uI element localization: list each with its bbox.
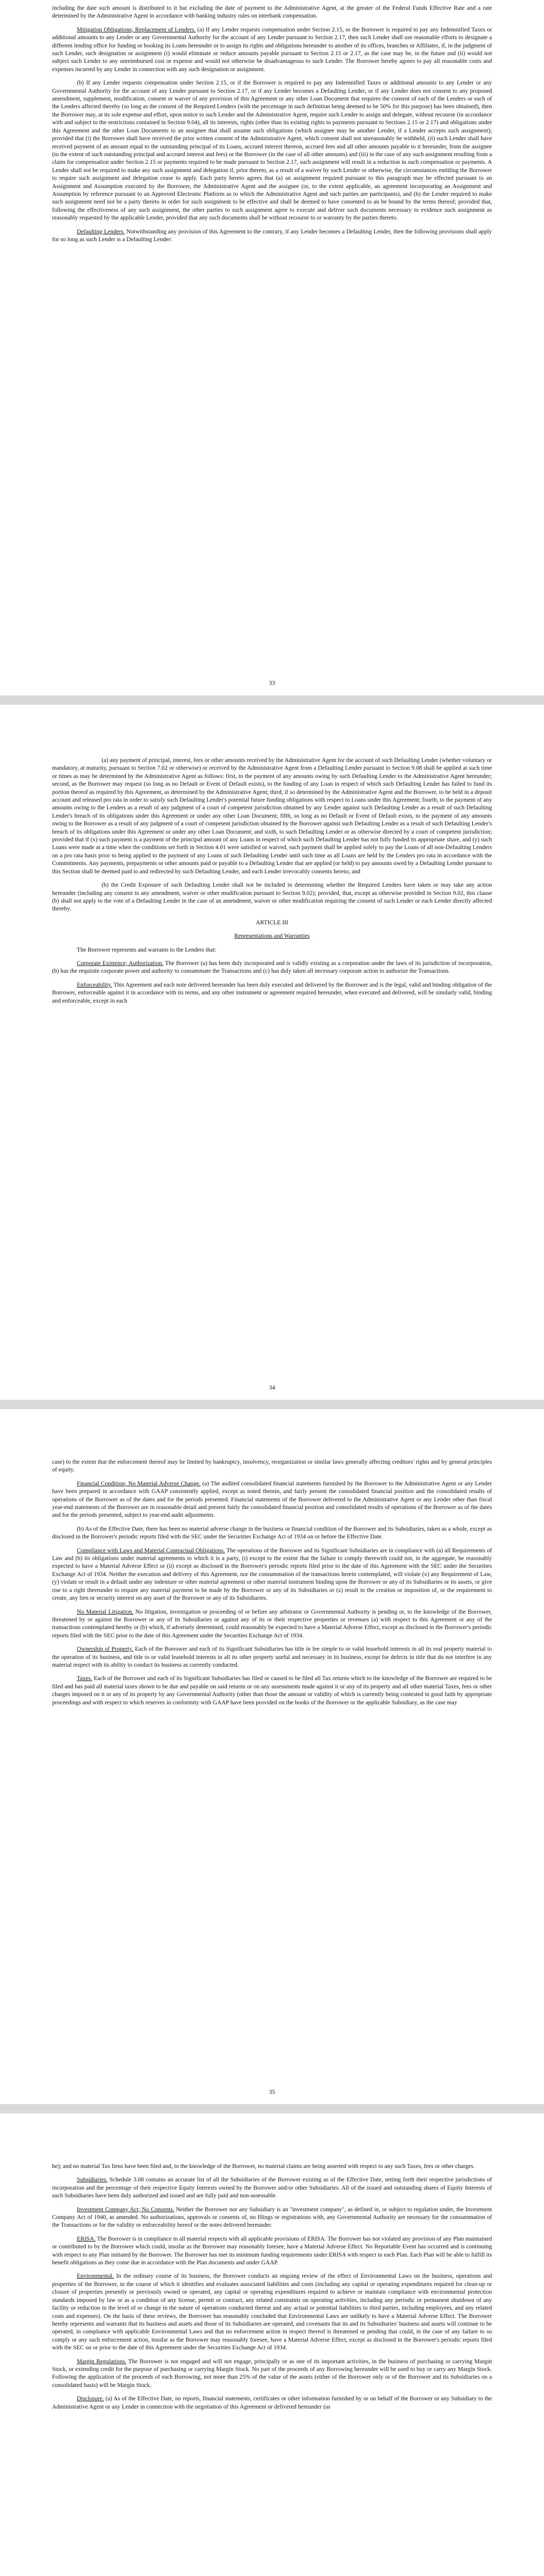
paragraph: [52, 2395, 492, 2411]
section-heading: Taxes.: [77, 1675, 92, 1682]
paragraph: [52, 2176, 492, 2199]
paragraph: be); and no material Tax liens have been filed and, to the knowledge of the Borrower, no material claims are being asserted with respect to any such Taxes, fees or other charges.: [52, 2163, 475, 2170]
document-page-4: [0, 2113, 544, 2576]
paragraph-text: (a) As of the Effective Date, no reports, financial statements, certificates or other information furnished by or on behalf of the Borrower or any Subsidiary to the Administrative Agent or any Lender in connection with the negotiation of this Agreement or delivered hereunder (as: [52, 2395, 492, 2410]
page-4-body: [52, 2162, 492, 2416]
paragraph: including the date such amount is distributed to it but excluding the date of payment to the Administrative Agent, at the greater of the Federal Funds Effective Rate and a rate determined by the Administrative Agent in accordance with banking industry rules on interbank compensation.: [52, 5, 492, 20]
paragraph-text: The Borrower (a) has been duly incorporated and is validly existing as a corporation under the laws of its jurisdiction of incorporation, (b) has the requisite corporate power and authority to consummate the Transactions and (c) has duly taken all necessary corporate action to authorize the Transactions.: [52, 959, 492, 975]
paragraph-text: The operations of the Borrower and its Significant Subsidiaries are in compliance with (a) all Requirements of Law and (b) its obligations under material agreements to which it is a party, (i) except to the extent that the failure to comply therewith could not, in the aggregate, be reasonably expected to have a Material Adverse Effect or (ii) except as disclosed in the Borrower's periodic reports filed prior to the date of this Agreement with the SEC under the Securities Exchange Act of 1934. Neither the execution and delivery of this Agreement, nor the consummation of the transactions herein contemplated, will violate (x) any Requirement of Law, (y) violate or result in a default under any indenture or other material agreement or other material instrument binding upon the Borrower or any of its Subsidiaries or its assets, or give rise to a right thereunder to require any material payment to be made by the Borrower or any of its Subsidiaries or (z) result in the creation or imposition of, or the requirement to create, any lien or security interest on any asset of the Borrower or any of its Subsidiaries.: [52, 1547, 492, 1602]
paragraph-text: Neither the Borrower nor any Subsidiary is an "investment company", as defined in, or subject to regulation under, the Investment Company Act of 1940, as amended. No authorizations, approvals or consents of, no filings or registrations with, any Governmental Authority are necessary for the consummation of the Transactions or for the validity or enforceability hereof or the notes delivered hereunder.: [52, 2206, 492, 2229]
paragraph: [52, 1480, 492, 1519]
page-separator: [0, 2104, 544, 2113]
paragraph-text: No litigation, investigation or proceeding of or before any arbitrator or Governmental Authority is pending or, to the knowledge of the Borrower, threatened by or against the Borrower or any of its Subsidiaries or against any of its or their respective properties or revenues (a) with respect to this Agreement or any of the transactions contemplated hereby or (b) which, if adversely determined, could reasonably be expected to have a Material Adverse Effect, except as disclosed in the Borrower's periodic reports filed with the SEC prior to the date of this Agreement under the Securities Exchange Act of 1934.: [52, 1608, 492, 1639]
paragraph-text: (a) If any Lender requests compensation under Section 2.15, or the Borrower is required to pay any Indemnified Taxes or additional amounts to any Lender or any Governmental Authority for the account of any Lender pursuant to Section 2.17, then such Lender shall use reasonable efforts to designate a different lending office for funding or booking its Loans hereunder or to assign its rights and obligations hereunder to another of its offices, branches or Affiliates, if, in the judgment of such Lender, such designation or assignment (i) would eliminate or reduce amounts payable pursuant to Section 2.15 or 2.17, as the case may be, in the future and (ii) would not subject such Lender to any unreimbursed cost or expense and would not otherwise be disadvantageous to such Lender. The Borrower hereby agrees to pay all reasonable costs and expenses incurred by any Lender in connection with any such designation or assignment.: [52, 26, 492, 73]
document-page-2: [0, 705, 544, 1400]
page-3-body: [52, 1458, 492, 1712]
article-subtitle: Representations and Warranties: [234, 933, 310, 940]
paragraph: [52, 228, 492, 244]
paragraph: [52, 1608, 492, 1640]
document-page-1: [0, 0, 544, 696]
page-separator: [0, 696, 544, 705]
paragraph: (a) any payment of principal, interest, fees or other amounts received by the Administrative Agent for the account of such Defaulting Lender (whether voluntary or mandatory, at maturity, pursuant to Section 7.02 or otherwise) or received by the Administrative Agent from a Defaulting Lender pursuant to Section 9.08 shall be applied at such time or times as may be determined by the Administrative Agent as follows: first, to the payment of any amounts owing by such Defaulting Lender to the Administrative Agent hereunder; second, as the Borrower may request (so long as no Default or Event of Default exists), to the funding of any Loan in respect of which such Defaulting Lender has failed to fund its portion thereof as required by this Agreement, as determined by the Administrative Agent; third, if so determined by the Administrative Agent and the Borrower, to be held in a deposit account and released pro rata in order to satisfy such Defaulting Lender's potential future funding obligations with respect to Loans under this Agreement; fourth, to the payment of any amounts owing to the Lenders as a result of any judgment of a court of competent jurisdiction obtained by any Lender against such Defaulting Lender as a result of such Defaulting Lender's breach of its obligations under this Agreement or under any other Loan Document; fifth, so long as no Default or Event of Default exists, to the payment of any amounts owing to the Borrower as a result of any judgment of a court of competent jurisdiction obtained by the Borrower against such Defaulting Lender as a result of such Defaulting Lender's breach of its obligations under this Agreement or under any other Loan Document; and sixth, to such Defaulting Lender or as otherwise directed by a court of competent jurisdiction; provided that if (x) such payment is a payment of the principal amount of any Loans in respect of which such Defaulting Lender has not fully funded its appropriate share, and (y) such Loans were made at a time when the conditions set forth in Section 4.01 were satisfied or waived, such payment shall be applied solely to pay the Loans of all non-Defaulting Lenders on a pro rata basis prior to being applied to the payment of any Loans of such Defaulting Lender until such time as all Loans are held by the Lenders pro rata in accordance with the Commitments. Any payments, prepayments or other amounts paid or payable to a Defaulting Lender that are applied (or held) to pay amounts owed by a Defaulting Lender pursuant to this Section shall be deemed paid to and redirected by such Defaulting Lender, and each Lender irrevocably consents hereto; and: [52, 757, 492, 875]
page-number: 33: [269, 679, 275, 686]
section-heading: Subsidiaries.: [77, 2176, 108, 2183]
paragraph: (b) the Credit Exposure of such Defaulting Lender shall not be included in determining whether the Required Lenders have taken or may take any action hereunder (including any consent to any amendment, waiver or other modification pursuant to Section 9.02); provided, that, except as otherwise provided in Section 9.02, this clause (b) shall not apply to the vote of a Defaulting Lender in the case of an amendment, waiver or other modification requiring the consent of such Lender or each Lender directly affected thereby.: [52, 882, 492, 912]
section-heading: Investment Company Act; No Consents.: [77, 2206, 174, 2213]
paragraph: [52, 2235, 492, 2267]
page-1-body: [52, 4, 492, 249]
section-heading: Enforceability.: [77, 981, 112, 988]
paragraph: [52, 959, 492, 975]
page-2-body: [52, 756, 492, 1010]
paragraph: [52, 2358, 492, 2389]
paragraph: [52, 2272, 492, 2351]
paragraph-text: In the ordinary course of its business, the Borrower conducts an ongoing review of the effect of Environmental Laws on the business, operations and properties of the Borrower, in the course of which it identifies and evaluates associated liabilities and costs (including any capital or operating expenditures required for clean-up or closure of properties presently or previously owned or operated, any capital or operating expenditures required to achieve or maintain compliance with environmental protection standards imposed by law or as a condition of any license, permit or contract, any related constraints on operating activities, including any periodic or permanent shutdown of any facility or reduction in the level of or change in the nature of operations conducted thereat and any actual or potential liabilities to third parties, including employees, and any related costs and expenses). On the basis of these reviews, the Borrower has reasonably concluded that Environmental Laws are unlikely to have a Material Adverse Effect. The Borrower hereby represents and warrants that its business and assets and those of its Subsidiaries are operated, and covenants that its and its Subsidiaries' business and assets will continue to be operated, in compliance with applicable Environmental Laws and that no enforcement action in respect thereof is threatened or pending that could, in the case of any failure to so comply or any such enforcement action, insofar as the Borrower may reasonably foresee, have a Material Adverse Effect, except as disclosed in the Borrower's periodic reports filed with the SEC on or prior to the date of this Agreement under the Securities Exchange Act of 1934.: [52, 2273, 492, 2351]
paragraph-text: Each of the Borrower and each of its Significant Subsidiaries has filed or caused to be filed all Tax returns which to the knowledge of the Borrower are required to be filed and has paid all material taxes shown to be due and payable on said returns or on any assessments made against it or any of its property and all other material Taxes, fees or other charges imposed on it or any of its property by any Governmental Authority (other than those the amount or validity of which is currently being contested in good faith by appropriate proceedings and with respect to which reserves in conformity with GAAP have been provided on the books of the Borrower or the applicable Subsidiary, as the case may: [52, 1675, 492, 1706]
paragraph-text: This Agreement and each note delivered hereunder has been duly executed and delivered by the Borrower and is the legal, valid and binding obligation of the Borrower, enforceable against it in accordance with its terms, and any other instrument or agreement required hereunder, when executed and delivered, will be similarly valid, binding and enforceable, except in each: [52, 981, 492, 1004]
article-title: ARTICLE III: [256, 919, 288, 926]
section-heading: Financial Condition; No Material Adverse Change.: [77, 1480, 201, 1487]
section-heading: Margin Regulations.: [77, 2358, 127, 2365]
paragraph: case) to the extent that the enforcement thereof may be limited by bankruptcy, insolvency, reorganization or similar laws generally affecting creditors' rights and by general principles of equity.: [52, 1459, 492, 1473]
section-heading: Ownership of Property.: [77, 1646, 134, 1653]
page-separator: [0, 1400, 544, 1409]
page-number: 35: [269, 2088, 275, 2095]
document-page-3: [0, 1409, 544, 2104]
paragraph-text: Notwithstanding any provision of this Agreement to the contrary, if any Lender becomes a Defaulting Lender, then the following provisions shall apply for so long as such Lender is a Defaulting Lender:: [52, 228, 492, 243]
section-heading: Defaulting Lenders.: [77, 228, 125, 235]
paragraph-text: (a) The audited consolidated financial statements furnished by the Borrower to the Administrative Agent or any Lender have been prepared in accordance with GAAP consistently applied, except as noted therein, and fairly present the consolidated financial position and the consolidated results of operations of the Borrower as of the dates and for the periods presented. Financial statements of the Borrower delivered to the Administrative Agent or any Lender other than fiscal year-end statements of the Borrower are in reasonable detail and present fairly the consolidated financial position and consolidated results of operations of the Borrower as of the dates and for the periods presented, subject to year-end audit adjustments.: [52, 1480, 492, 1519]
page-number: 34: [269, 1384, 275, 1391]
section-heading: No Material Litigation.: [77, 1608, 134, 1615]
paragraph: [52, 26, 492, 73]
section-heading: Mitigation Obligations; Replacement of Lenders.: [77, 26, 196, 33]
section-heading: Compliance with Laws and Material Contractual Obligations.: [77, 1547, 225, 1554]
paragraph: The Borrower represents and warrants to the Lenders that:: [77, 946, 217, 953]
section-heading: ERISA.: [77, 2235, 96, 2242]
paragraph: [52, 1645, 492, 1669]
section-heading: Environmental.: [77, 2273, 114, 2280]
paragraph: (b) If any Lender requests compensation under Section 2.15, or if the Borrower is required to pay any Indemnified Taxes or additional amounts to any Lender or any Governmental Authority for the account of any Lender pursuant to Section 2.17, or if any Lender becomes a Defaulting Lender, or if any Lender does not consent to any proposed amendment, supplement, modification, consent or waiver of any provision of this Agreement or any other Loan Document that requires the consent of each of the Lenders or each of the Lenders affected thereby (so long as the consent of the Required Lenders (with the percentage in such definition being deemed to be 50% for this purpose) has been obtained), then the Borrower may, at its sole expense and effort, upon notice to such Lender and the Administrative Agent, require such Lender to assign and delegate, without recourse (in accordance with and subject to the restrictions contained in Section 9.04), all its interests, rights (other than its existing rights to payments pursuant to Sections 2.15 or 2.17) and obligations under this Agreement and the other Loan Documents to an assignee that shall assume such obligations (which assignee may be another Lender, if a Lender accepts such assignment); provided that (i) the Borrower shall have received the prior written consent of the Administrative Agent, which consent shall not unreasonably be withheld, (ii) such Lender shall have received payment of an amount equal to the outstanding principal of its Loans, accrued interest thereon, accrued fees and all other amounts payable to it hereunder, from the assignee (to the extent of such outstanding principal and accrued interest and fees) or the Borrower (in the case of all other amounts) and (iii) in the case of any such assignment resulting from a claim for compensation under Section 2.15 or payments required to be made pursuant to Section 2.17, such assignment will result in a reduction in such compensation or payments. A Lender shall not be required to make any such assignment and delegation if, prior thereto, as a result of a waiver by such Lender or otherwise, the circumstances entitling the Borrower to require such assignment and delegation cease to apply. Each party hereto agrees that (a) an assignment required pursuant to this paragraph may be effected pursuant to an Assignment and Assumption executed by the Borrower, the Administrative Agent and the assignee (or, to the extent applicable, an agreement incorporating an Assignment and Assumption by reference pursuant to an Approved Electronic Platform as to which the Administrative Agent and such parties are participants), and (b) the Lender required to make such assignment need not be a party thereto in order for such assignment to be effective and shall be deemed to have consented to an be bound by the terms thereof; provided that, following the effectiveness of any such assignment, the other parties to such assignment agree to execute and deliver such documents necessary to evidence such assignment as reasonably requested by the applicable Lender, provided that any such documents shall be without recourse to or warranty by the parties thereto.: [52, 79, 492, 222]
paragraph: [52, 1674, 492, 1706]
paragraph: [52, 1547, 492, 1602]
section-heading: Disclosure.: [77, 2395, 104, 2402]
paragraph-text: The Borrower is not engaged and will not engage, principally or as one of its important activities, in the business of purchasing or carrying Margin Stock, or extending credit for the purpose of purchasing or carrying Margin Stock. No part of the proceeds of any Borrowing hereunder will be used to buy or carry any Margin Stock. Following the application of the proceeds of each Borrowing, not more than 25% of the value of the assets (either of the Borrower only or of the Borrower and its Subsidiaries on a consolidated basis) will be Margin Stock.: [52, 2358, 492, 2388]
paragraph-text: Schedule 3.08 contains an accurate list of all the Subsidiaries of the Borrower existing as of the Effective Date, setting forth their respective jurisdictions of incorporation and the percentage of their respective Equity Interests owned by the Borrower and/or other Subsidiaries. All of the issued and outstanding shares of Equity Interests of such Subsidiaries have been duly authorized and issued and are fully paid and non-assessable.: [52, 2176, 492, 2199]
paragraph: [52, 2206, 492, 2229]
paragraph: [52, 981, 492, 1005]
section-heading: Corporate Existence; Authorization.: [77, 959, 163, 967]
paragraph-text: The Borrower is in compliance in all material respects with all applicable provisions of ERISA. The Borrower has not violated any provision of any Plan maintained or contributed to by the Borrower which could, insofar as the Borrower may reasonably foresee, have a Material Adverse Effect. No Reportable Event has occurred and is continuing with respect to any Plan initiated by the Borrower. The Borrower has met its minimum funding requirements under ERISA with respect to each Plan. Each Plan will be able to fulfill its benefit obligations as they come due in accordance with the Plan documents and under GAAP.: [52, 2235, 492, 2266]
paragraph-text: Each of the Borrower and each of its Significant Subsidiaries has title in fee simple to or valid leasehold interests in all its real property material to the operation of its business, and title to or valid leasehold interests in all its other property useful and necessary in its business, except for defects in title that do not interfere in any material respect with its ability to conduct its business as currently conducted.: [52, 1646, 492, 1668]
paragraph: (b) As of the Effective Date, there has been no material adverse change in the business or financial condition of the Borrower and its Subsidiaries, taken as a whole, except as disclosed in the Borrower's periodic reports filed with the SEC under the Securities Exchange Act of 1934 on or before the Effective Date.: [52, 1525, 492, 1540]
